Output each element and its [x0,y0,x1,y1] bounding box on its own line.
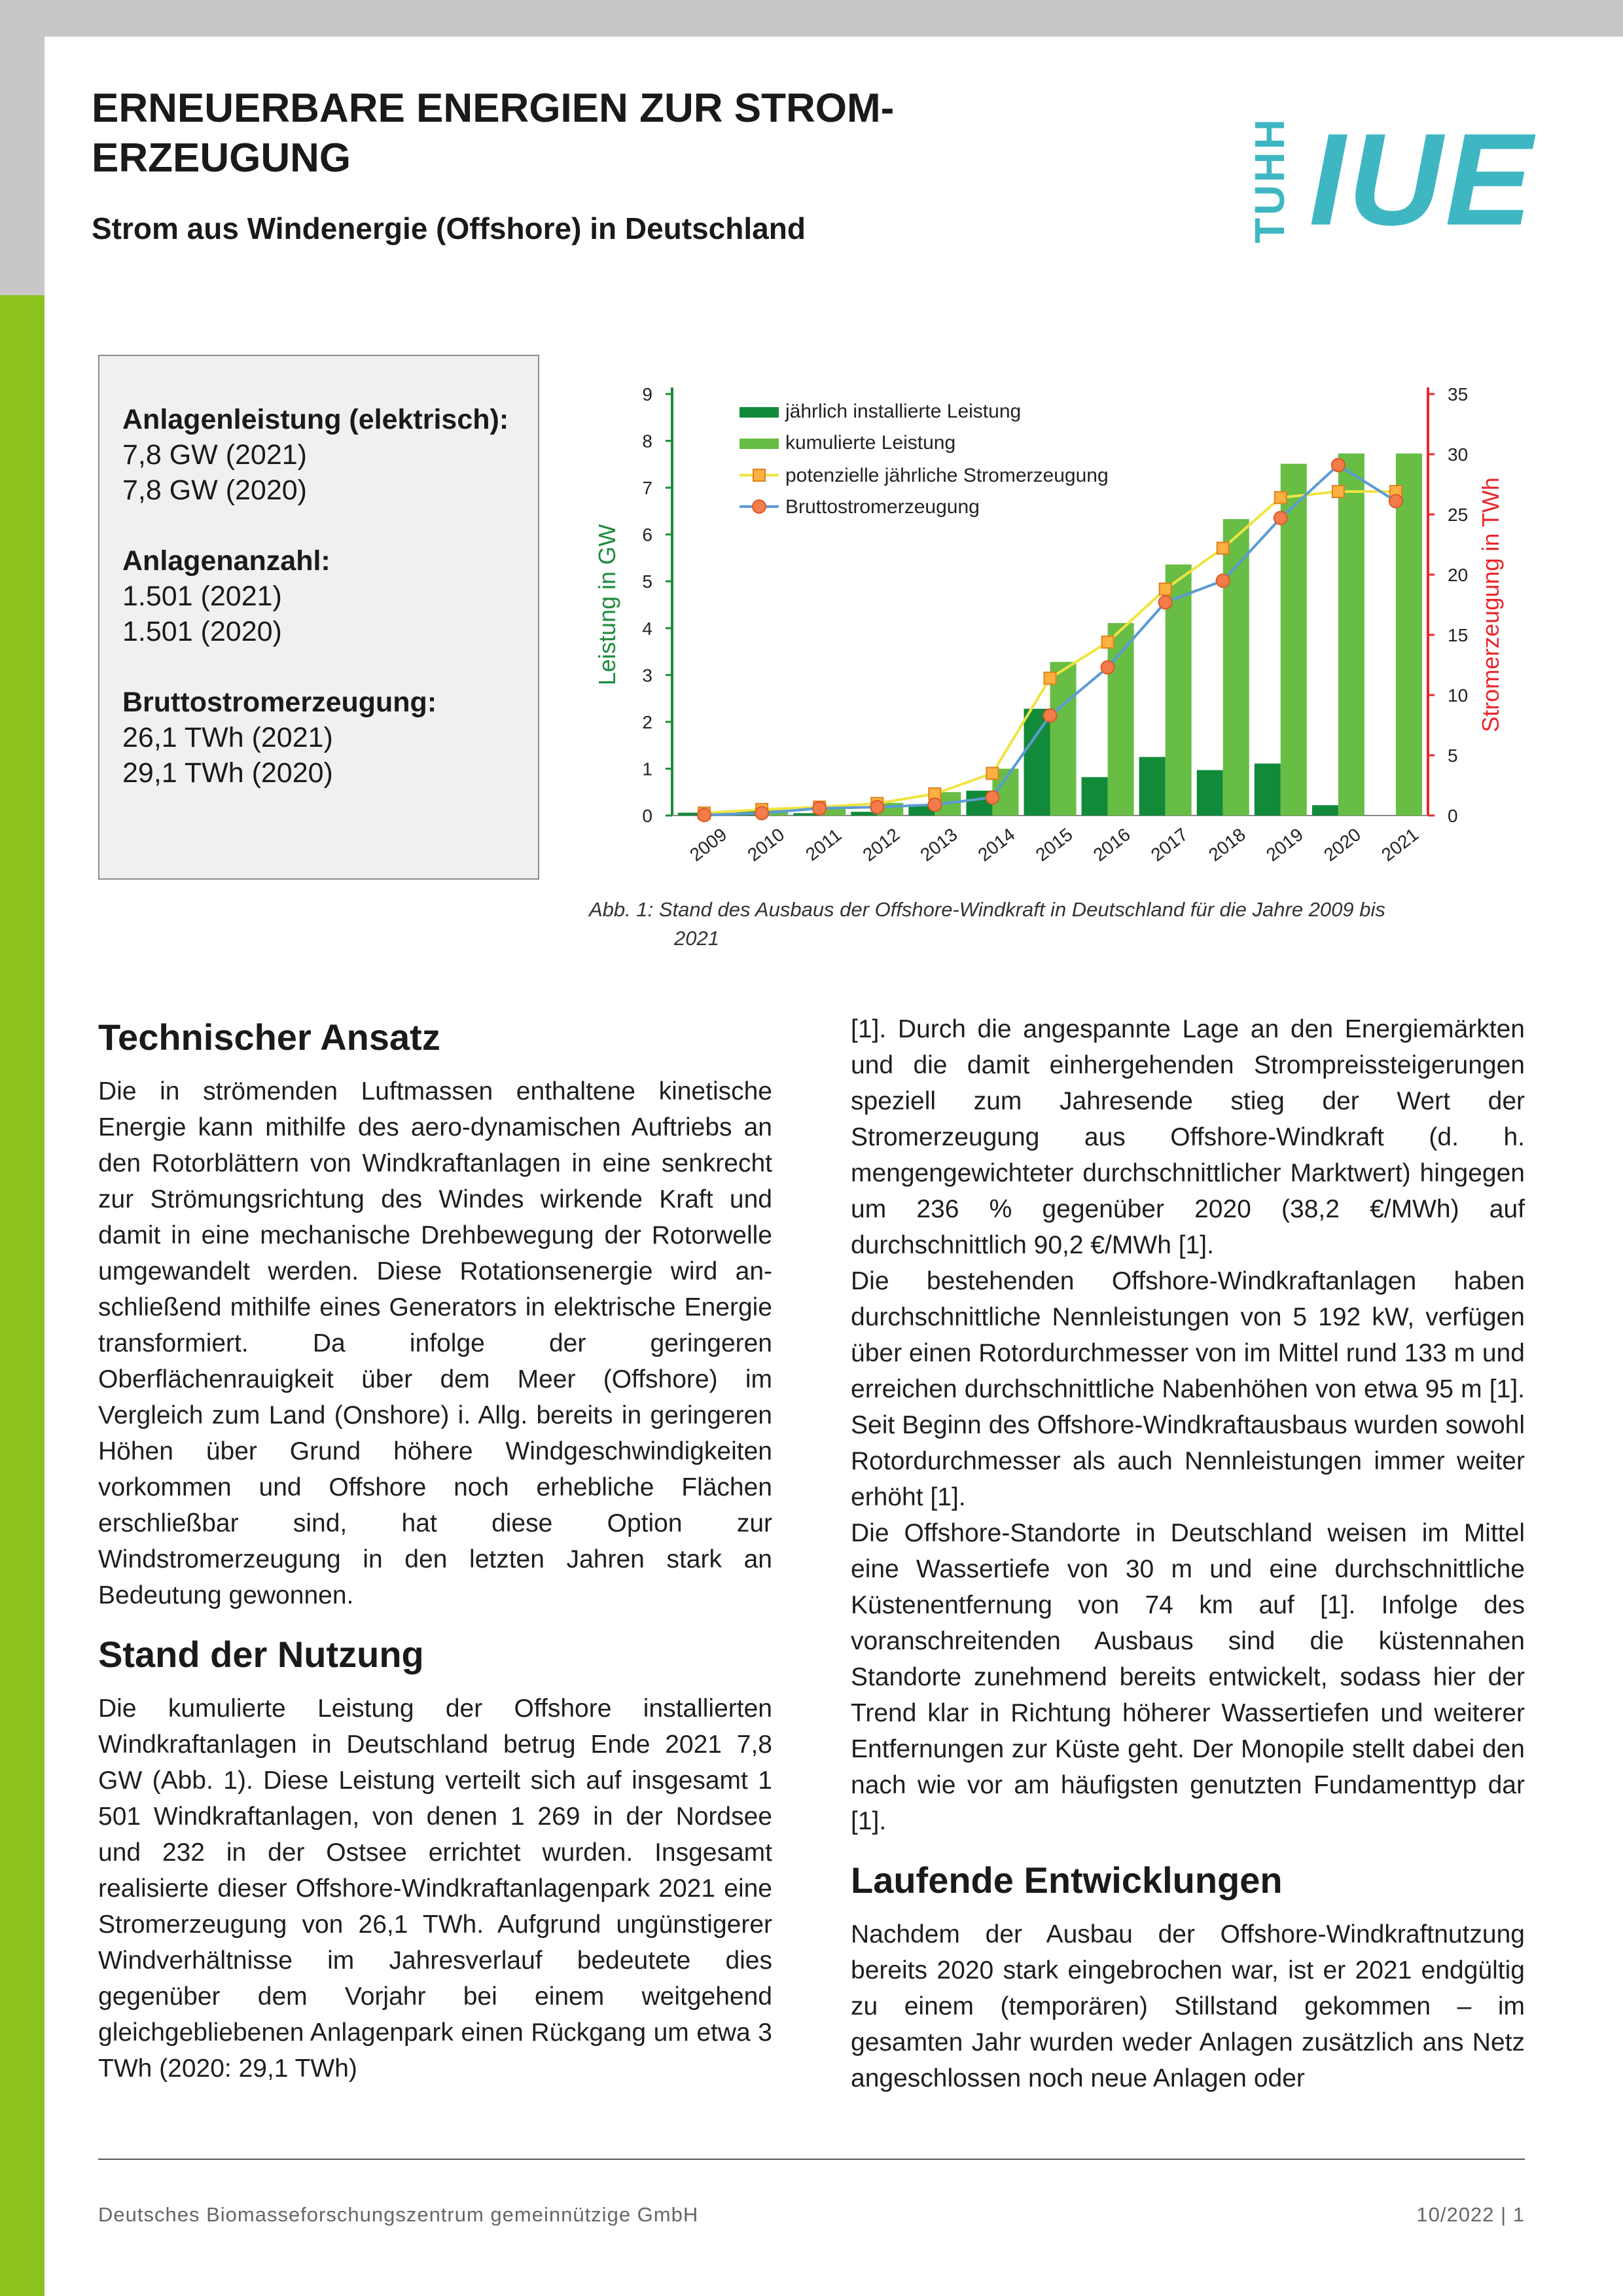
right-tick-label: 5 [1448,745,1458,766]
bar-yearly-2017 [1139,757,1166,816]
left-tick-label: 2 [642,711,652,732]
capacity-2020: 7,8 GW (2020) [122,475,307,506]
left-tick-label: 5 [642,571,652,592]
gross-point-2018 [1217,574,1230,587]
tuhh-iue-logo [1243,107,1535,253]
x-tick-label-2011: 2011 [802,824,846,865]
gross-point-2010 [755,806,768,819]
gross-point-2012 [870,800,883,814]
x-tick-label-2009: 2009 [686,824,731,865]
text-laufende-entwicklungen: Nachdem der Ausbau der Offshore-Windkraftnutzung bereits 2020 stark eingebrochen war, ist er 2021 endgültig zu einem (temporären) Stillstand gekommen – im gesamten Jahr wurden weder Anlagen zusätzlich ans Netz angeschlossen noch neue Anlagen oder [851,1920,1525,2092]
bar-cumulative-2021 [1396,454,1422,816]
gross-point-2016 [1101,661,1115,674]
left-tick-label: 4 [642,618,652,639]
potential-point-2019 [1275,492,1287,503]
right-tick-label: 30 [1448,444,1469,465]
bar-cumulative-2015 [1050,662,1077,816]
legend-label-yearly: jährlich installierte Leistung [785,401,1022,422]
left-axis-title: Leistung in GW [594,524,620,686]
count-heading: Anlagenanzahl: [122,545,330,577]
bar-yearly-2016 [1082,777,1108,816]
gross-point-2020 [1332,459,1345,472]
bar-yearly-2015 [1024,709,1050,816]
footer-page-number: 10/2022 | 1 [1416,2203,1525,2226]
text-anlagendaten: Die bestehenden Offshore-Windkraftanlagen haben durchschnittliche Nennleistungen von 5 192 kW, verfügen über einen Rotordurchmesser von im Mittel rund 133 m und erreichen durchschnittliche Nabenhöhen von etwa 95 m [1]. Seit Beginn des Offshore-Windkraftausbaus wurden sowohl Rotordurchmesser als auch Nennleistungen immer weiter erhöht [1]. [851,1267,1525,1511]
right-tick-label: 20 [1448,565,1469,585]
legend-swatch-cumulative [740,439,779,449]
x-tick-label-2012: 2012 [859,824,904,865]
left-tick-label: 6 [642,524,652,545]
caption-line1: Abb. 1: Stand des Ausbaus der Offshore-Windkraft in Deutschland für die Jahre 2009 bis [589,898,1385,921]
legend-swatch-gross-marker [753,500,766,513]
text-technischer-ansatz: Die in strömenden Luftmassen enthaltene kinetische Energie kann mithilfe des aero-dynamischen Auftriebs an den Rotorblättern von Windkraftanlagen in eine senkrecht zur Strömungsrichtung des Windes wirkende Kraft und damit in eine mechanische Drehbewegung der Rotorwelle umgewandelt werden. Diese Rotationsenergie wird an-schließend mithilfe eines Generators in elektrische Energie transformiert. Da infolge der geringeren Oberflächenrauigkeit über dem Meer (Offshore) im Vergleich zum Land (Onshore) i. Allg. bereits in geringeren Höhen über Grund höhere Windgeschwindigkeiten vorkommen und Offshore noch erhebliche Flächen erschließbar sind, hat diese Option zur Windstromerzeugung in den letzten Jahren stark an Bedeutung gewonnen. [98,1077,772,1609]
footer-divider [98,2159,1525,2160]
heading-technischer-ansatz: Technischer Ansatz [98,1016,440,1058]
gross-point-2013 [928,798,941,811]
figure-caption [589,895,1531,953]
x-tick-label-2018: 2018 [1204,824,1249,865]
bar-yearly-2019 [1255,764,1281,816]
logo-tuhh [1243,108,1296,252]
potential-point-2018 [1217,543,1229,554]
x-tick-label-2021: 2021 [1378,824,1423,865]
bar-yearly-2020 [1312,805,1338,816]
x-tick-label-2019: 2019 [1262,824,1308,865]
left-tick-label: 9 [642,384,652,404]
gross-point-2011 [813,802,826,815]
count-2021: 1.501 (2021) [122,581,282,612]
x-tick-label-2010: 2010 [743,824,789,865]
heading-laufende-entwicklungen: Laufende Entwicklungen [851,1859,1283,1901]
x-tick-label-2013: 2013 [916,824,961,865]
legend-swatch-yearly [740,407,779,418]
x-tick-label-2015: 2015 [1031,824,1077,865]
logo-tuhh-text: TUHH [1246,117,1293,243]
left-tick-label: 1 [642,759,652,780]
legend-label-gross: Bruttostromerzeugung [785,496,980,518]
left-tick-label: 7 [642,478,652,499]
page-title-line1: ERNEUERBARE ENERGIEN ZUR STROM- [92,86,895,131]
page-subtitle: Strom aus Windenergie (Offshore) in Deutschland [92,211,806,245]
right-axis-title: Stromerzeugung in TWh [1477,477,1504,732]
right-tick-label: 35 [1448,384,1469,404]
bar-yearly-2018 [1197,770,1223,816]
legend-label-cumulative: kumulierte Leistung [785,432,956,454]
capacity-2021: 7,8 GW (2021) [122,439,307,471]
right-tick-label: 15 [1448,625,1469,645]
potential-point-2014 [986,768,998,780]
x-tick-label-2017: 2017 [1147,824,1192,865]
text-standorte: Die Offshore-Standorte in Deutschland weisen im Mittel eine Wassertiefe von 30 m und eine durchschnittliche Küstenentfernung von 74 km auf [1]. Infolge des voranschreitenden Ausbaus sind die küstennahen Standorte zunehmend bereits entwickelt, sodass hier der Trend klar in Richtung höherer Wassertiefen und weiterer Entfernungen zur Küste geht. Der Monopile stellt dabei den nach wie vor am häufigsten genutzten Fundamenttyp dar [1]. [851,1519,1525,1835]
generation-2020: 29,1 TWh (2020) [122,757,333,789]
gross-point-2014 [986,791,999,804]
potential-point-2016 [1102,636,1114,648]
bar-cumulative-2020 [1338,454,1364,816]
x-tick-label-2016: 2016 [1089,824,1134,865]
gross-point-2009 [698,808,711,821]
generation-heading: Bruttostromerzeugung: [122,687,437,718]
page-title [92,84,1073,183]
x-tick-label-2020: 2020 [1319,824,1365,865]
capacity-heading: Anlagenleistung (elektrisch): [122,404,509,435]
gross-point-2021 [1389,495,1402,508]
key-figures-box [98,355,539,880]
legend-swatch-potential-marker [753,469,765,481]
left-tick-label: 0 [642,806,652,826]
right-tick-label: 0 [1448,806,1458,826]
caption-line2: 2021 [674,927,719,950]
page-title-line2: ERZEUGUNG [92,135,351,181]
text-stand-der-nutzung: Die kumulierte Leistung der Offshore installierten Windkraftanlagen in Deutschland betrug Ende 2021 7,8 GW (Abb. 1). Diese Leistung verteilt sich auf insgesamt 1 501 Windkraftanlagen, von denen 1 269 in der Nordsee und 232 in der Ostsee errichtet wurden. Insgesamt realisierte dieser Offshore-Windkraftanlagenpark 2021 eine Stromerzeugung von 26,1 TWh. Aufgrund ungünstigerer Windverhältnisse im Jahresverlauf bedeutete dies gegenüber dem Vorjahr bei einem weitgehend gleichgebliebenen Anlagenpark einen Rückgang um etwa 3 TWh (2020: 29,1 TWh) [98,1695,772,2083]
left-tick-label: 3 [642,665,652,686]
gross-point-2015 [1044,709,1057,722]
text-marktwert: [1]. Durch die angespannte Lage an den Energiemärkten und die damit einhergehenden Strompreissteigerungen speziell zum Jahresende stieg der Wert der Stromerzeugung aus Offshore-Windkraft (d. h. mengengewichteter durchschnittlicher Marktwert) hingegen um 236 % gegenüber 2020 (38,2 €/MWh) auf durchschnittlich 90,2 €/MWh [1]. [851,1015,1525,1259]
top-gray-band [0,0,1623,37]
potential-point-2020 [1332,486,1344,497]
x-tick-label-2014: 2014 [974,824,1019,865]
right-tick-label: 25 [1448,505,1469,525]
right-column [851,1011,1525,2096]
potential-point-2017 [1160,583,1171,595]
potential-point-2015 [1044,672,1056,684]
left-column [98,1014,772,2087]
footer-organization: Deutsches Biomasseforschungszentrum gemeinnützige GmbH [98,2203,699,2226]
left-tick-label: 8 [642,431,652,452]
gross-point-2019 [1274,512,1287,525]
side-gray-band [0,37,45,295]
bar-cumulative-2018 [1223,519,1249,816]
heading-stand-der-nutzung: Stand der Nutzung [98,1634,424,1675]
gross-point-2017 [1159,596,1172,609]
logo-iue: IUE [1309,107,1535,253]
chart-svg [576,373,1525,893]
side-green-band [0,295,45,2296]
count-2020: 1.501 (2020) [122,616,282,647]
offshore-wind-chart [576,373,1525,893]
generation-2021: 26,1 TWh (2021) [122,722,333,753]
right-tick-label: 10 [1448,685,1469,706]
legend-label-potential: potenzielle jährliche Stromerzeugung [785,465,1109,486]
